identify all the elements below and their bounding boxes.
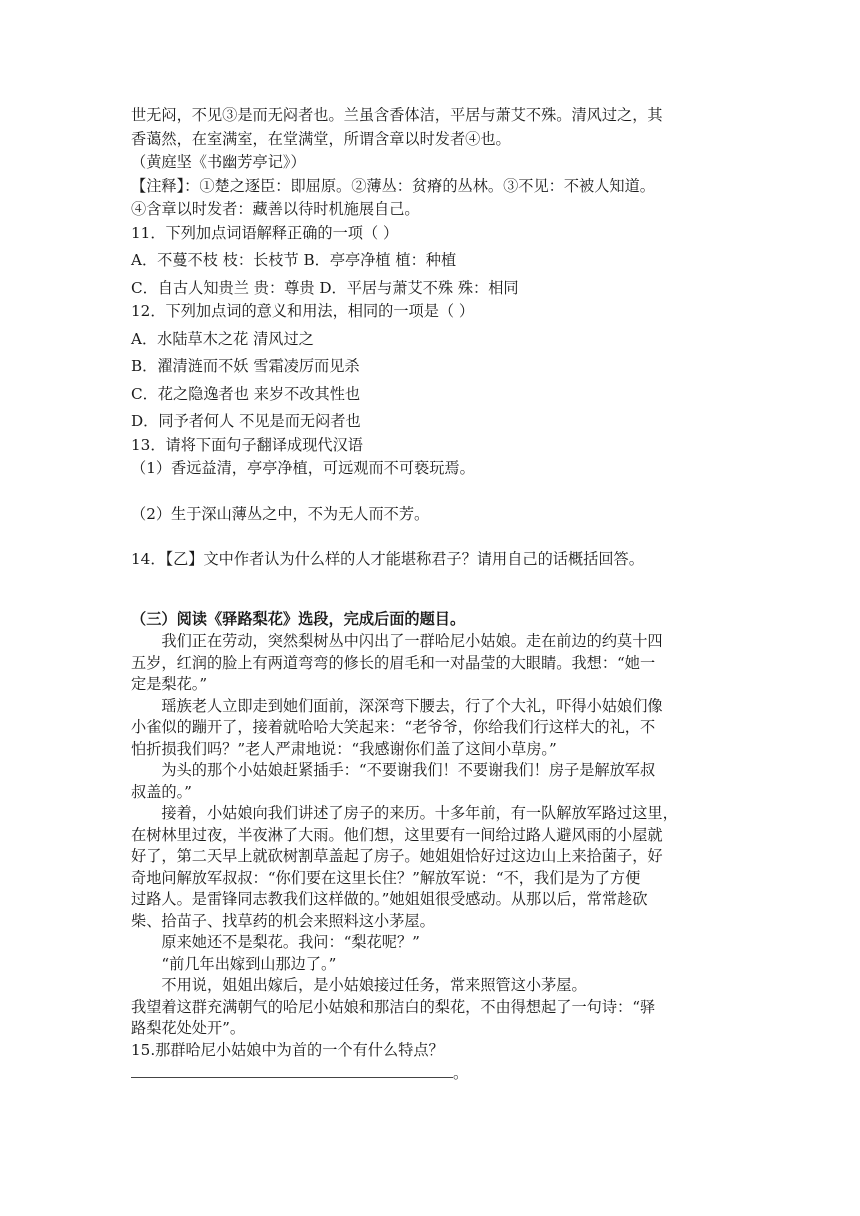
story-line: 叔盖的。” xyxy=(131,782,192,801)
q12-stem: 12．下列加点词的意义和用法，相同的一项是（ ） xyxy=(131,302,475,320)
q11-options-ab: A．不蔓不枝 枝：长枝节 B．亭亭净植 植：种植 xyxy=(131,251,457,269)
section-heading: （三）阅读《驿路梨花》选段，完成后面的题目。 xyxy=(131,609,466,628)
story-line: 奇地问解放军叔叔：“你们要在这里长住？”解放军说：“不，我们是为了方便 xyxy=(131,868,641,887)
story-line: 五岁，红润的脸上有两道弯弯的修长的眉毛和一对晶莹的大眼睛。我想：“她一 xyxy=(131,653,656,672)
story-line: 我们正在劳动，突然梨树丛中闪出了一群哈尼小姑娘。走在前边的约莫十四 xyxy=(161,632,663,650)
story-line: 原来她还不是梨花。我问：“梨花呢？” xyxy=(161,933,420,951)
q13-sentence-2: （2）生于深山薄丛之中，不为无人而不芳。 xyxy=(131,504,430,523)
q13-stem: 13．请将下面句子翻译成现代汉语 xyxy=(131,435,363,454)
story-line: 瑶族老人立即走到她们面前，深深弯下腰去，行了个大礼，吓得小姑娘们像 xyxy=(161,696,663,715)
story-line: 好了，第二天早上就砍树割草盖起了房子。她姐姐恰好过这边山上来拾菌子，好 xyxy=(131,847,663,865)
story-line: 柴、拾苗子、找草药的机会来照料这小茅屋。 xyxy=(131,911,435,930)
exam-page xyxy=(131,104,731,1085)
story-line: “前几年出嫁到山那边了。” xyxy=(161,954,337,973)
q15-answer-row xyxy=(131,1061,731,1085)
q12-option-b: B．濯清涟而不妖 雪霜凌厉而见杀 xyxy=(131,357,360,375)
answer-blank[interactable] xyxy=(131,1061,453,1078)
q13-sentence-1: （1）香远益清，亭亭净植，可远观而不可亵玩焉。 xyxy=(131,459,475,477)
story-line: 小雀似的蹦开了，接着就哈哈大笑起来：“老爷爷，你给我们行这样大的礼，不 xyxy=(131,718,656,736)
story-line: 接着，小姑娘向我们讲述了房子的来历。十多年前，有一队解放军路过这里， xyxy=(161,804,678,822)
story-line: 为头的那个小姑娘赶紧插手：“不要谢我们！不要谢我们！房子是解放军叔 xyxy=(161,761,656,779)
story-line: 怕折损我们吗？”老人严肃地说：“我感谢你们盖了这间小草房。” xyxy=(131,739,557,758)
story-line: 路梨花处处开”。 xyxy=(131,1019,246,1037)
passage-line: 香蔼然，在室满室，在堂满堂，所谓含章以时发者④也。 xyxy=(131,129,511,148)
q15-stem: 15.那群哈尼小姑娘中为首的一个有什么特点？ xyxy=(131,1040,444,1059)
story-line: 定是梨花。” xyxy=(131,675,208,693)
q11-options-cd: C．自古人知贵兰 贵：尊贵 D．平居与萧艾不殊 殊：相同 xyxy=(131,278,519,297)
passage-line: 世无闷，不见③是而无闷者也。兰虽含香体洁，平居与萧艾不殊。清风过之，其 xyxy=(131,106,663,124)
story-line: 在树林里过夜，半夜淋了大雨。他们想，这里要有一间给过路人避风雨的小屋就 xyxy=(131,825,663,844)
q12-option-c: C．花之隐逸者也 来岁不改其性也 xyxy=(131,384,361,403)
notes-line: ④含章以时发者：藏善以待时机施展自己。 xyxy=(131,200,420,218)
q11-stem: 11．下列加点词语解释正确的一项（ ） xyxy=(131,223,399,242)
answer-end-mark: 。 xyxy=(453,1064,469,1082)
passage-source: （黄庭坚《书幽芳亭记》） xyxy=(131,153,306,171)
story-line: 过路人。是雷锋同志教我们这样做的。”她姐姐很受感动。从那以后，常常趁砍 xyxy=(131,890,648,908)
notes-line: 【注释】：①楚之逐臣：即屈原。②薄丛：贫瘠的丛林。③不见：不被人知道。 xyxy=(131,176,655,195)
q12-option-a: A．水陆草木之花 清风过之 xyxy=(131,329,314,348)
story-line: 不用说，姐姐出嫁后，是小姑娘接过任务，常来照管这小茅屋。 xyxy=(161,976,587,994)
q12-option-d: D．同予者何人 不见是而无闷者也 xyxy=(131,412,361,430)
story-line: 我望着这群充满朝气的哈尼小姑娘和那洁白的梨花，不由得想起了一句诗：“驿 xyxy=(131,997,656,1016)
q14-stem: 14．【乙】文中作者认为什么样的人才能堪称君子？请用自己的话概括回答。 xyxy=(131,550,644,568)
